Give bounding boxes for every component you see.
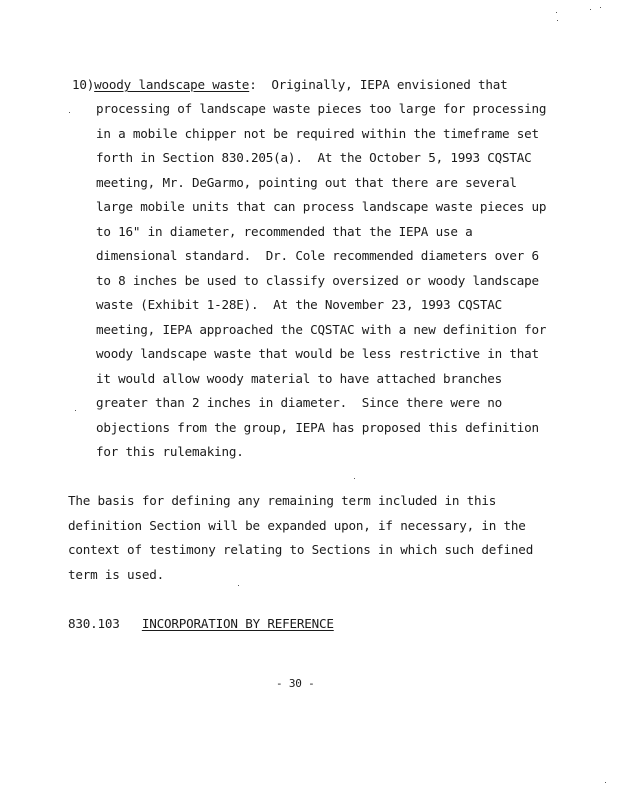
scan-speck [605,782,606,783]
definition-line: meeting, Mr. DeGarmo, pointing out that there are several [96,175,517,190]
definition-line: objections from the group, IEPA has proposed this definition [96,420,539,435]
paragraph-line: context of testimony relating to Sections in which such defined [68,542,534,557]
scan-speck [556,12,557,13]
definition-line: to 16" in diameter, recommended that the IEPA use a [96,224,473,239]
definition-line: to 8 inches be used to classify oversized or woody landscape [96,273,539,288]
definition-line: waste (Exhibit 1-28E). At the November 23, 1993 CQSTAC [96,297,503,312]
term-colon: : [249,77,257,92]
definition-line: for this rulemaking. [96,444,244,459]
item-number: 10) [72,77,95,92]
definition-line: Originally, IEPA envisioned that [256,77,508,92]
page-number: - 30 - [276,677,315,690]
section-title: INCORPORATION BY REFERENCE [141,616,334,631]
definition-line: greater than 2 inches in diameter. Since there were no [96,395,503,410]
definition-line: processing of landscape waste pieces too large for processing [96,101,547,116]
definition-line: dimensional standard. Dr. Cole recommended diameters over 6 [96,248,539,263]
scan-speck [354,478,355,479]
paragraph-line: The basis for defining any remaining term included in this [68,493,497,508]
defined-term: woody landscape waste [94,77,250,92]
definition-item-first-line [72,77,508,93]
scan-speck [238,585,239,586]
definition-line: in a mobile chipper not be required within the timeframe set [96,126,539,141]
section-heading [68,616,334,632]
scan-speck [600,7,601,8]
definition-line: meeting, IEPA approached the CQSTAC with a new definition for [96,322,547,337]
definition-line: forth in Section 830.205(a). At the October 5, 1993 CQSTAC [96,150,532,165]
definition-line: large mobile units that can process landscape waste pieces up [96,199,547,214]
scan-speck [557,20,558,21]
definition-line: it would allow woody material to have attached branches [96,371,503,386]
paragraph-line: term is used. [68,567,164,582]
scan-speck [75,410,76,411]
paragraph-line: definition Section will be expanded upon, if necessary, in the [68,518,526,533]
scan-speck [69,112,70,113]
section-number: 830.103 [68,616,120,631]
scan-speck [590,9,591,10]
definition-line: woody landscape waste that would be less restrictive in that [96,346,539,361]
